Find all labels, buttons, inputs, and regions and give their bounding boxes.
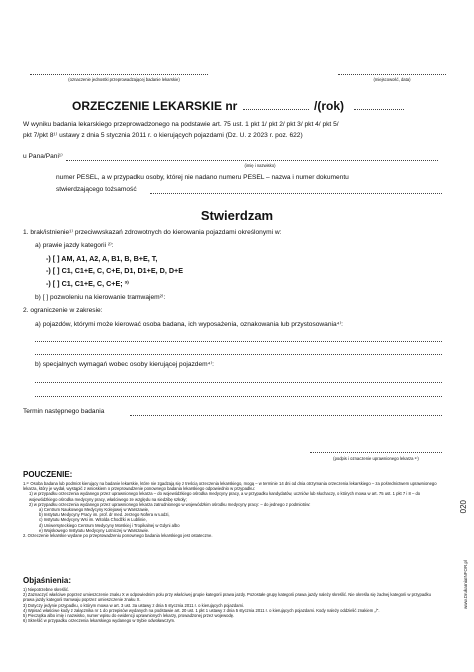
publisher-side-text: www.DrukarniaINFOR.pl — [463, 560, 468, 610]
category-group-2[interactable]: -) [ ] C1, C1+E, C, C+E, D1, D1+E, D, D+E — [46, 266, 184, 275]
objasnienie-item: 2) Zaznaczyć właściwe poprzez umieszczenie znaku X w odpowiednim polu przy właściwej grupie kategorii prawa jazdy. Pozostałe grupy kategorii prawa jazdy należy skreślić. Nie określa się żadnej kategorii w przypadku prawa jazdy kategorii tramwaju poprzez umieszczenie znaku X. — [23, 592, 431, 603]
pouczenie-p1b: 2) w przypadku orzeczenia wydanego przez uprawnionego lekarza zatrudnionego w wojewódzkim ośrodku medycyny pracy: – do jednego z podmiotów: — [29, 501, 311, 507]
document-title: ORZECZENIE LEKARSKIE nr — [72, 99, 238, 113]
next-exam-label: Termin następnego badania — [23, 408, 105, 415]
objasnienia-list — [23, 587, 443, 623]
restriction-a-line-1[interactable] — [35, 341, 442, 342]
intro-line-1: W wyniku badania lekarskiego przeprowadzonego na podstawie art. 75 ust. 1 pkt 1/ pkt 2/ pkt 3/ pkt 4/ pkt 5/ — [23, 121, 339, 128]
objasnienie-item: 1) Niepotrzebne skreślić. — [23, 587, 70, 592]
form-code-side-text: 020 — [459, 500, 468, 514]
pouczenie-p1: 1.⁶⁾ Osoba badana lub podmiot kierujący na badanie lekarskie, które nie zgadzają się z treścią orzeczenia lekarskiego, mogą – w terminie 14 dni od dnia otrzymania orzeczenia lekarskiego – za pośrednictwem uprawnionego lekarza, który je wydał, wystąpić z wnioskiem o przeprowadzenie ponownego badania lekarskiego odpowiednio w przypadku: — [23, 481, 437, 492]
pan-pani-label: u Pana/Pani¹⁾ — [23, 153, 63, 160]
institution-item: e) Wojskowego Instytutu Medycyny Lotniczej w Warszawie. — [39, 527, 150, 533]
year-dotted-line[interactable] — [354, 109, 404, 110]
section-1-lead: 1. brak/istnienie¹⁾ przeciwwskazań zdrowotnych do kierowania pojazdami określonymi w: — [23, 229, 282, 236]
objasnienie-item: 5) Pieczątka albo imię i nazwisko, numer wpisu do ewidencji uprawnionych lekarzy, prowadzonej przez wojewodę. — [23, 613, 235, 619]
objasnienie-item: 6) Skreślić w przypadku orzeczenia lekarskiego wydanego w trybie odwoławczym. — [23, 618, 176, 624]
institution-item: b) Instytutu Medycyny Pracy im. prof. dr med. Jerzego Nofera w Łodzi, — [39, 512, 170, 518]
restriction-b-line-1[interactable] — [35, 382, 442, 383]
signature-dotted-line[interactable] — [310, 452, 442, 453]
number-dotted-line[interactable] — [243, 109, 309, 110]
pouczenie-p2: 2. Orzeczenie lekarskie wydane po przeprowadzeniu ponownego badania lekarskiego jest ostateczne. — [23, 533, 213, 539]
pouczenie-heading: POUCZENIE: — [23, 470, 73, 479]
stwierdzam-heading: Stwierdzam — [200, 208, 274, 223]
intro-line-2: pkt 7/pkt 8¹⁾ ustawy z dnia 5 stycznia 2011 r. o kierujących pojazdami (Dz. U. z 2023 r. poz. 622) — [23, 132, 303, 139]
institution-item: c) Instytutu Medycyny Wsi im. Witolda Chodźki w Lublinie, — [39, 517, 147, 523]
signature-label: (podpis i oznaczenie uprawnionego lekarza ⁵⁾) — [333, 456, 419, 461]
objasnienie-item: 4) Wpisać właściwe kody z załącznika nr 1 do przepisów wydanych na podstawie art. 20 ust. 1 pkt 1 ustawy z dnia 5 stycznia 2011 r. o kierujących pojazdami. Kody należy oddzielić znakiem „/”. — [23, 607, 380, 613]
section-2a-label: a) pojazdów, którymi może kierować osoba badana, ich wyposażenia, oznakowania lub przystosowania⁴⁾: — [35, 321, 343, 328]
restriction-b-line-2[interactable] — [35, 396, 442, 397]
section-1a-label: a) prawie jazdy kategorii ²⁾: — [35, 242, 114, 249]
pesel-dotted-line[interactable] — [150, 193, 442, 194]
pesel-line-2: stwierdzającego tożsamość — [56, 186, 137, 193]
place-date-label: (miejscowość, data) — [373, 77, 411, 82]
restriction-a-line-2[interactable] — [35, 354, 442, 355]
section-2b-label: b) specjalnych wymagań wobec osoby kierującej pojazdem⁴⁾: — [35, 361, 214, 368]
name-dotted-line[interactable] — [66, 160, 438, 161]
tram-permit-option[interactable]: b) [ ] pozwoleniu na kierowanie tramwajem²⁾: — [35, 294, 166, 301]
place-date-dotted-line[interactable] — [338, 74, 446, 75]
pouczenie-p1a: 1) w przypadku orzeczenia wydanego przez uprawnionego lekarza – do wojewódzkiego ośrodka medycyny pracy, a w przypadku kandydatów, uczniów lub słuchaczy, o których mowa w art. 75 ust. 1 pkt 7 i 8 – do wojewódzkiego ośrodka medycyny pracy, właściwego ze względu na siedzibę szkoły; — [29, 491, 421, 502]
section-2-lead: 2. ograniczenie w zakresie: — [23, 307, 103, 314]
next-exam-dotted-line[interactable] — [130, 415, 442, 416]
name-label: (imię i nazwisko) — [244, 163, 276, 168]
pouczenie-text — [23, 481, 443, 538]
unit-dotted-line[interactable] — [30, 74, 208, 75]
pesel-line-1: numer PESEL, a w przypadku osoby, której nie nadano numeru PESEL – nazwa i numer dokumentu — [56, 174, 349, 181]
objasnienia-heading: Objaśnienia: — [23, 576, 72, 585]
category-group-3[interactable]: -) [ ] C1, C1+E, C, C+E; ³⁾ — [46, 279, 129, 288]
category-group-1[interactable]: -) [ ] AM, A1, A2, A, B1, B, B+E, T, — [46, 254, 158, 263]
objasnienie-item: 3) Dotyczy jedynie przypadku, o którym mowa w art. 3 ust. 3a ustawy z dnia 5 stycznia 2011 r. o kierujących pojazdami. — [23, 602, 245, 608]
institution-item: a) Centrum Naukowego Medycyny Kolejowej w Warszawie, — [39, 507, 150, 513]
year-label: /(rok) — [314, 99, 344, 113]
unit-label: (oznaczenie jednostki przeprowadzającej badanie lekarskie) — [68, 77, 180, 82]
institution-item: d) Uniwersyteckiego Centrum Medycyny Morskiej i Tropikalnej w Gdyni albo — [39, 522, 180, 528]
